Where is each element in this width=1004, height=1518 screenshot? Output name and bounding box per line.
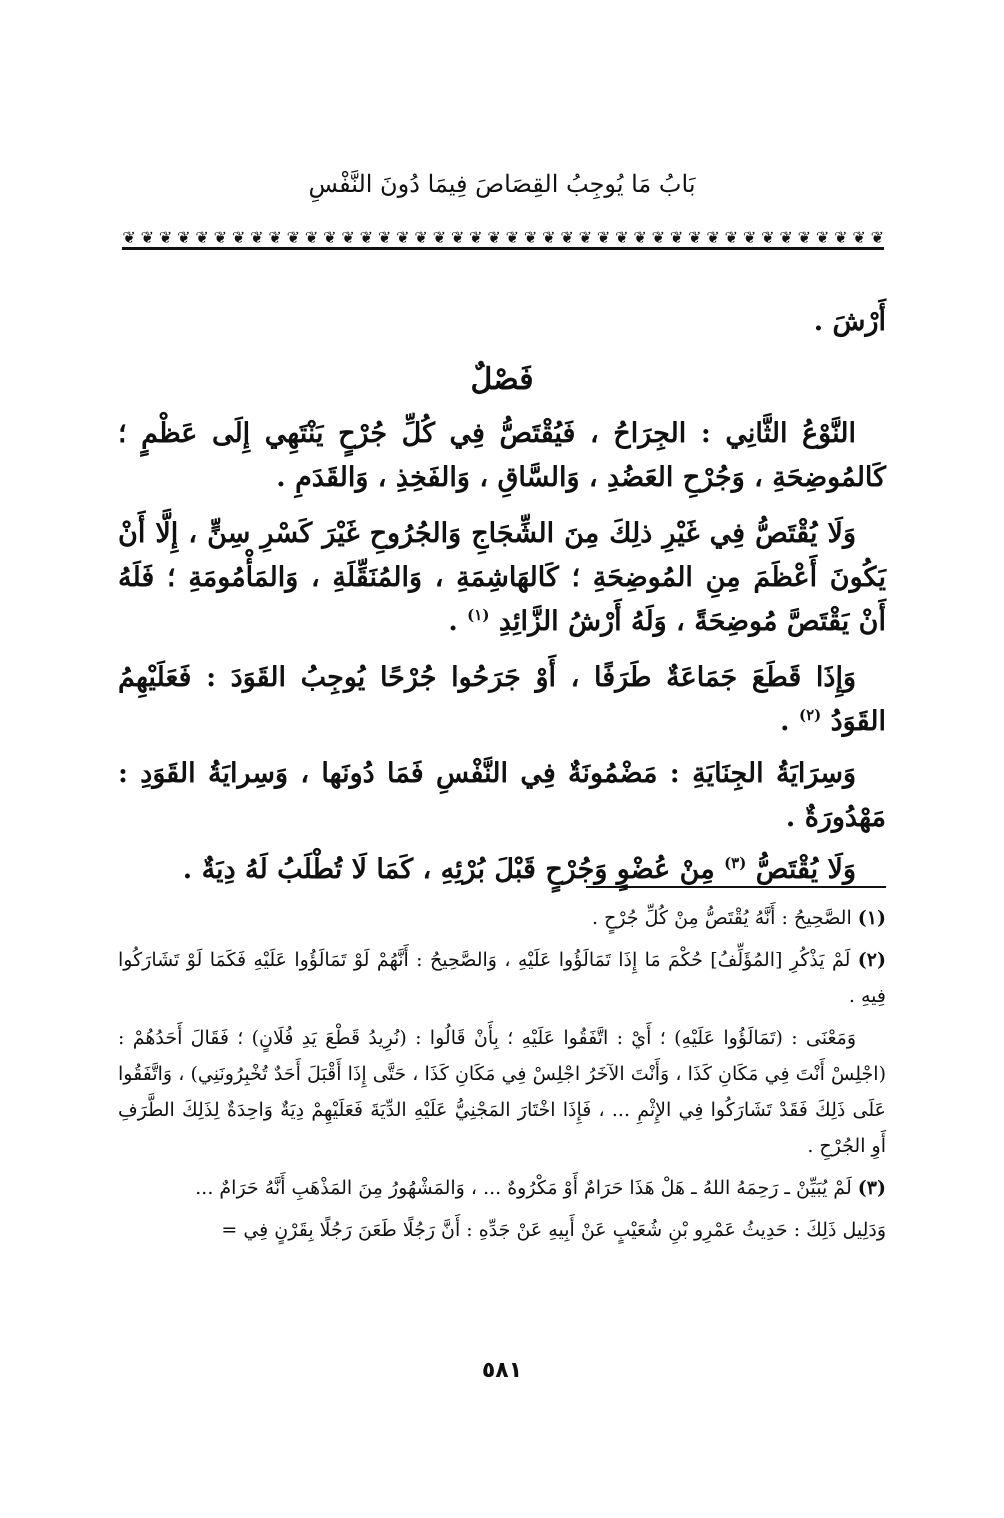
ornament-flower-icon: ❦: [523, 228, 538, 247]
ornament-flower-icon: ❦: [560, 228, 574, 247]
ornament-flower-icon: ❦: [323, 228, 337, 247]
footnote-3-number: (٣): [857, 1177, 886, 1199]
lead-line: أَرْشَ .: [813, 306, 886, 337]
page-number: ٥٨١: [481, 1358, 523, 1383]
paragraph-1: [118, 412, 886, 500]
paragraph-2-tail: .: [448, 606, 468, 637]
footnote-divider: [586, 886, 886, 888]
ornament-flower-icon: ❦: [633, 228, 647, 247]
footnote-2: [118, 942, 886, 1014]
footnote-ref-1[interactable]: (١): [467, 606, 490, 624]
ornament-flower-icon: ❦: [286, 228, 300, 247]
ornament-flower-icon: ❦: [852, 228, 866, 247]
footnote-3: [118, 1170, 886, 1206]
ornament-flower-icon: ❦: [122, 228, 136, 247]
ornament-flower-icon: ❦: [359, 228, 373, 247]
footnote-ref-3[interactable]: (٣): [724, 854, 747, 872]
footnote-1: [118, 900, 886, 936]
ornament-flower-icon: ❦: [706, 228, 720, 247]
ornament-flower-icon: ❦: [615, 228, 629, 247]
ornament-flower-icon: ❦: [870, 228, 884, 247]
ornament-flower-icon: ❦: [304, 228, 319, 247]
header-ornament-border: [122, 228, 884, 250]
ornament-flower-icon: ❦: [432, 228, 446, 247]
ornament-flower-icon: ❦: [761, 228, 775, 247]
ornament-flower-icon: ❦: [688, 228, 702, 247]
ornament-flower-icon: ❦: [195, 228, 209, 247]
main-text: [118, 300, 886, 900]
ornament-flower-icon: ❦: [213, 228, 227, 247]
paragraph-5-text-before: وَلَا يُقْتَصُّ: [755, 854, 856, 885]
ornament-flower-icon: ❦: [250, 228, 264, 247]
ornament-flower-icon: ❦: [724, 228, 738, 247]
paragraph-3-tail: .: [780, 706, 799, 737]
footnote-ref-2[interactable]: (٢): [798, 706, 822, 724]
ornament-flower-icon: ❦: [505, 228, 519, 247]
ornament-flower-icon: ❦: [469, 228, 483, 247]
footnote-1-number: (١): [857, 907, 886, 929]
paragraph-1-text: النَّوْعُ الثَّانِي : الجِرَاحُ ، فَيُقْتَصُّ فِي كُلِّ جُرْحٍ يَنْتَهِي إِلَى عَظْمٍ ؛ كَالمُوضِحَةِ ، وَجُرْحِ العَضُدِ ، وَالسَّاقِ ، وَالفَخِذِ ، وَالقَدَمِ .: [118, 418, 886, 493]
paragraph-5-text-after: مِنْ عُضْوٍ وَجُرْحٍ قَبْلَ بُرْئِهِ ، كَمَا لَا تُطْلَبُ لَهُ دِيَةٌ .: [182, 854, 725, 885]
ornament-flower-icon: ❦: [542, 228, 556, 247]
running-header-title: بَابُ مَا يُوجِبُ القِصَاصَ فِيمَا دُونَ النَّفْسِ: [308, 170, 696, 198]
ornament-flower-icon: ❦: [596, 228, 611, 247]
ornament-flower-icon: ❦: [396, 228, 410, 247]
ornament-flower-icon: ❦: [450, 228, 465, 247]
ornament-flower-icon: ❦: [779, 228, 793, 247]
ornament-flower-icon: ❦: [414, 228, 428, 247]
section-title: فَصْلٌ: [470, 362, 534, 397]
ornament-flower-icon: ❦: [377, 228, 392, 247]
footnote-1-text: الصَّحِيحُ : أَنَّهُ يُقْتَصُّ مِنْ كُلِّ جُرْحٍ .: [591, 907, 858, 929]
paragraph-4: [118, 752, 886, 840]
footnotes: [118, 900, 886, 1254]
ornament-flower-icon: ❦: [158, 228, 173, 247]
ornament-flower-icon: ❦: [177, 228, 191, 247]
footnote-3-text: لَمْ يُبَيِّنْ ـ رَحِمَهُ اللهُ ـ هَلْ هَذَا حَرَامٌ أَوْ مَكْرُوهٌ ... ، وَالمَشْهُورُ مِنَ المَذْهَبِ أَنَّهُ حَرَامٌ ...: [195, 1177, 858, 1199]
ornament-flower-icon: ❦: [268, 228, 282, 247]
footnote-2-text: لَمْ يَذْكُرِ [المُؤَلِّفُ] حُكْمَ مَا إِذَا تَمَالَؤُوا عَلَيْهِ ، وَالصَّحِيحُ : أَنَّهُمْ لَوْ تَمَالَؤُوا عَلَيْهِ فَكَمَا لَوْ تَشَارَكُوا فِيهِ .: [118, 949, 886, 1007]
ornament-flower-icon: ❦: [834, 228, 848, 247]
ornament-flower-icon: ❦: [487, 228, 501, 247]
ornament-flower-icon: ❦: [742, 228, 757, 247]
paragraph-4-text: وَسِرَايَةُ الجِنَايَةِ : مَضْمُونَةٌ فِي النَّفْسِ فَمَا دُونَها ، وَسِرايَةُ القَوَدِ : مَهْدُورَةٌ .: [118, 758, 886, 833]
paragraph-2: [118, 512, 886, 644]
ornament-flower-icon: ❦: [341, 228, 355, 247]
footnote-2-number: (٢): [857, 949, 886, 971]
footnote-3-continuation: وَدَلِيل ذَلِكَ : حَدِيثُ عَمْرِو بْنِ شُعَيْبٍ عَنْ أَبِيهِ عَنْ جَدِّهِ : أَنَّ رَجُلًا طَعَنَ رَجُلًا بِقَرْنٍ فِي =: [221, 1219, 886, 1241]
ornament-flower-icon: ❦: [669, 228, 684, 247]
paragraph-3: [118, 656, 886, 744]
paragraph-3-text: وَإِذَا قَطَعَ جَمَاعَةٌ طَرَفًا ، أَوْ جَرَحُوا جُرْحًا يُوجِبُ القَوَدَ : فَعَلَيْهِمُ القَوَدُ: [118, 662, 886, 737]
ornament-flower-icon: ❦: [231, 228, 246, 247]
ornament-flower-icon: ❦: [651, 228, 665, 247]
ornament-flower-icon: ❦: [797, 228, 811, 247]
footnote-2-continuation: وَمَعْنَى : (تَمَالَؤُوا عَلَيْهِ) ؛ أَيْ : اتَّفَقُوا عَلَيْهِ ؛ بِأَنْ قَالُوا : (نُرِيدُ قَطْعَ يَدِ فُلَانٍ) ؛ فَقَالَ أَحَدُهُمْ : (اجْلِسْ أَنْتَ فِي مَكَانِ كَذَا ، وَأَنْتَ الآخَرُ اجْلِسْ فِي مَكَانِ كَذَا ، حَتَّى إِذَا أَقْبَلَ أَحَدٌ تُخْبِرُونَنِي) ، وَاتَّفَقُوا عَلَى ذَلِكَ فَقَدْ تَشَارَكُوا فِي الإِثْمِ ... ، فَإِذَا اخْتَارَ المَجْنِيُّ عَلَيْهِ الدِّيَةَ فَعَلَيْهِمْ دِيَةٌ وَاحِدَةٌ لِذَلِكَ الطَّرَفِ أَوِ الجُرْحِ .: [118, 1027, 886, 1157]
ornament-flower-icon: ❦: [140, 228, 154, 247]
paragraph-2-text: وَلَا يُقْتَصُّ فِي غَيْرِ ذلِكَ مِنَ الشِّجَاجِ وَالجُرُوحِ غَيْرَ كَسْرِ سِنٍّ ، إِلَّا أَنْ يَكُونَ أَعْظَمَ مِنِ المُوضِحَةِ ؛ كَالهَاشِمَةِ ، وَالمُنَقِّلَةِ ، وَالمَأْمُومَةِ ؛ فَلَهُ أَنْ يَقْتَصَّ مُوضِحَةً ، وَلَهُ أَرْشُ الزَّائِدِ: [118, 518, 886, 637]
ornament-flower-icon: ❦: [578, 228, 592, 247]
ornament-flower-icon: ❦: [815, 228, 830, 247]
